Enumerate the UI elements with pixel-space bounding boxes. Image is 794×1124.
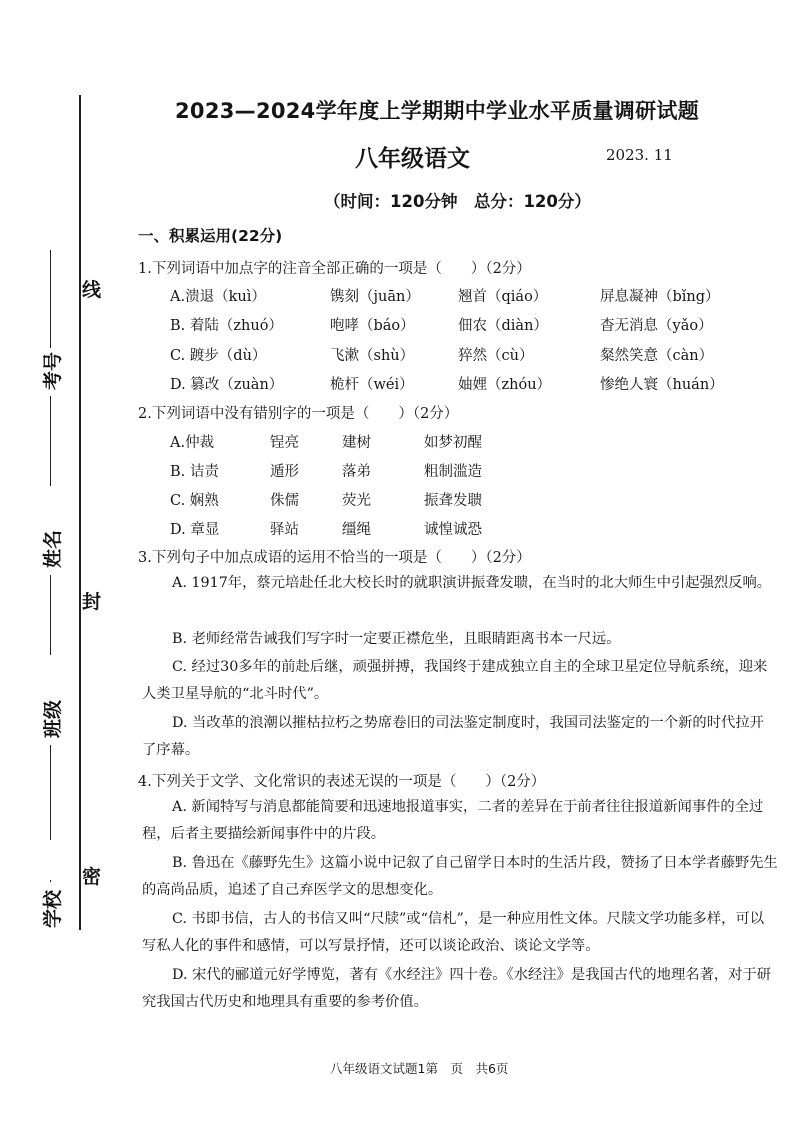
q4-option-c: C. 书即书信，古人的书信又叫“尺牍”或“信札”，是一种应用性文体。尺牍文学功能多样，可以写私人化的事件和感情，可以写景抒情，还可以谈论政治、谈论文学等。 — [142, 911, 765, 954]
q4-option-d: D. 宋代的郦道元好学博览，著有《水经注》四十卷。《水经注》是我国古代的地理名著，对于研究我国古代历史和地理具有重要的参考价值。 — [142, 967, 772, 1010]
q2-b-1: B. 诘责 — [170, 464, 219, 480]
exam-number-blank[interactable] — [50, 250, 51, 348]
q1-d-2: 桅杆（wéi） — [330, 377, 414, 393]
question-3-stem: 3.下列句子中加点成语的运用不恰当的一项是（ ）（2分） — [138, 550, 531, 566]
question-4-stem: 4.下列关于文学、文化常识的表述无误的一项是（ ）（2分） — [138, 774, 546, 790]
q3-option-a: A. 1917年，蔡元培赴任北大校长时的就职演讲振聋发聩，在当时的北大师生中引起强烈反响。 — [172, 575, 772, 591]
q2-a-3: 建树 — [342, 435, 371, 451]
seal-mark-line: 线 — [82, 275, 101, 302]
question-1-stem: 1.下列词语中加点字的注音全部正确的一项是（ ）（2分） — [138, 261, 531, 277]
q4-option-a: A. 新闻特写与消息都能简要和迅速地报道事实，二者的差异在于前者往往报道新闻事件的全过程，后者主要描绘新闻事件中的片段。 — [142, 799, 764, 842]
q2-c-4: 振聋发聩 — [424, 493, 482, 509]
section-heading: 一、积累运用(22分) — [138, 227, 283, 245]
q1-d-3: 妯娌（zhóu） — [458, 377, 552, 393]
q2-b-2: 遁形 — [270, 464, 299, 480]
class-blank[interactable] — [50, 745, 51, 840]
q2-a-4: 如梦初醒 — [424, 435, 482, 451]
binding-line — [79, 95, 81, 930]
q2-c-2: 侏儒 — [270, 493, 299, 509]
school-label: 学校 — [42, 889, 64, 928]
q4-option-b: B. 鲁迅在《藤野先生》这篇小说中记叙了自己留学日本时的生活片段，赞扬了日本学者藤野先生的高尚品质，追述了自己弃医学文的思想变化。 — [142, 855, 778, 898]
name-label: 姓名 — [42, 529, 64, 568]
q1-a-4: 屏息凝神（bǐng） — [600, 289, 720, 305]
q1-c-4: 粲然笑意（càn） — [600, 348, 714, 364]
question-2-stem: 2.下列词语中没有错别字的一项是（ ）（2分） — [138, 406, 459, 422]
q2-c-3: 荧光 — [342, 493, 371, 509]
q1-a-3: 翘首（qiáo） — [458, 289, 548, 305]
seal-mark-seal: 封 — [82, 587, 101, 614]
q1-a-1: A.溃退（kuì） — [170, 289, 266, 305]
q1-a-2: 镌刻（juān） — [330, 289, 420, 305]
q1-b-2: 咆哮（báo） — [330, 318, 415, 334]
q1-c-1: C. 踱步（dù） — [170, 348, 267, 364]
q1-b-4: 杳无消息（yǎo） — [600, 318, 713, 334]
q1-d-1: D. 篡改（zuàn） — [170, 377, 284, 393]
q1-d-4: 惨绝人寰（huán） — [600, 377, 724, 393]
school-blank[interactable] — [50, 880, 51, 882]
q1-c-2: 飞漱（shù） — [330, 348, 415, 364]
q2-d-4: 诚惶诚恐 — [424, 522, 482, 538]
q3-option-d: D. 当改革的浪潮以摧枯拉朽之势席卷旧的司法鉴定制度时，我国司法鉴定的一个新的时代拉开了序幕。 — [142, 715, 764, 758]
q2-d-2: 驿站 — [270, 522, 299, 538]
exam-date: 2023. 11 — [606, 146, 673, 164]
q1-b-3: 佃农（diàn） — [458, 318, 548, 334]
q2-d-1: D. 章显 — [170, 522, 220, 538]
q2-a-2: 锃亮 — [270, 435, 299, 451]
seal-mark-secret: 密 — [82, 862, 101, 889]
exam-title: 2023—2024学年度上学期期中学业水平质量调研试题 — [175, 99, 699, 123]
q2-b-4: 粗制滥造 — [424, 464, 482, 480]
q2-b-3: 落弟 — [342, 464, 371, 480]
q2-c-1: C. 娴熟 — [170, 493, 219, 509]
q3-option-c: C. 经过30多年的前赴后继，顽强拼搏，我国终于建成独立自主的全球卫星定位导航系统，迎来人类卫星导航的“北斗时代”。 — [142, 659, 768, 702]
class-label: 班级 — [42, 699, 64, 738]
q3-option-b: B. 老师经常告诫我们写字时一定要正襟危坐，且眼睛距离书本一尺远。 — [172, 631, 621, 647]
exam-number-label: 考号 — [42, 351, 64, 390]
exam-number-blank-2[interactable] — [50, 396, 51, 486]
q2-a-1: A.仲裁 — [170, 435, 215, 451]
subject-title: 八年级语文 — [355, 146, 470, 172]
q1-b-1: B. 着陆（zhuó） — [170, 318, 283, 334]
q1-c-3: 猝然（cù） — [458, 348, 534, 364]
page-footer: 八年级语文试题1第 页 共6页 — [330, 1061, 509, 1076]
q2-d-3: 缰绳 — [342, 522, 371, 538]
time-score-info: （时间：120分钟 总分：120分） — [324, 192, 591, 211]
name-blank[interactable] — [50, 575, 51, 655]
